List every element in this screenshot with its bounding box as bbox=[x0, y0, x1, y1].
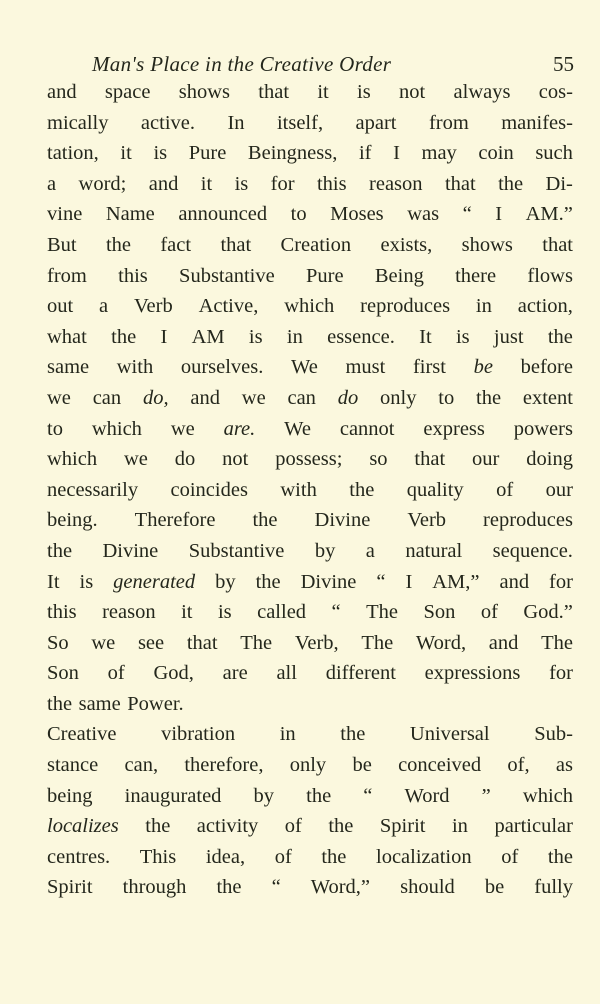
word: exists, bbox=[380, 233, 433, 256]
word: for bbox=[549, 662, 573, 685]
word: reason bbox=[102, 601, 156, 624]
word: of bbox=[496, 478, 514, 501]
word: not bbox=[222, 448, 249, 471]
word: with bbox=[116, 356, 154, 379]
word: and bbox=[488, 631, 519, 654]
word: Word, bbox=[415, 631, 467, 654]
word: so bbox=[369, 448, 388, 471]
word: cos- bbox=[538, 81, 573, 103]
word: it bbox=[200, 172, 213, 195]
word: just bbox=[493, 325, 524, 348]
word: conceived bbox=[398, 754, 482, 777]
word: can, bbox=[124, 754, 159, 777]
text-line bbox=[47, 872, 573, 903]
word: and bbox=[148, 172, 179, 195]
word: AM bbox=[191, 325, 225, 348]
word: do bbox=[174, 448, 196, 471]
text-line bbox=[47, 230, 573, 261]
word: see bbox=[137, 631, 165, 654]
word: ” bbox=[481, 784, 491, 807]
word: The bbox=[366, 601, 398, 624]
word: the bbox=[547, 325, 573, 348]
word: the bbox=[547, 845, 573, 868]
word: always bbox=[453, 81, 511, 103]
text-line bbox=[47, 322, 573, 353]
word: space bbox=[104, 81, 151, 103]
word: that bbox=[186, 631, 218, 654]
word: Pure bbox=[306, 264, 344, 287]
text-line bbox=[47, 536, 573, 567]
word: This bbox=[139, 845, 177, 868]
word: necessarily bbox=[47, 478, 139, 501]
word: flows bbox=[527, 264, 573, 287]
text-line bbox=[47, 505, 573, 536]
word: of, bbox=[507, 754, 530, 777]
word: such bbox=[535, 142, 573, 165]
paragraph bbox=[47, 77, 573, 719]
word: inaugurated bbox=[124, 784, 222, 807]
word: fully bbox=[534, 876, 573, 899]
word: same bbox=[47, 356, 90, 379]
word: We bbox=[291, 356, 318, 379]
word: is bbox=[79, 570, 94, 593]
word: “ bbox=[462, 203, 472, 226]
word: from bbox=[47, 264, 87, 287]
word: But bbox=[47, 233, 77, 256]
text-line bbox=[47, 77, 573, 108]
word: that bbox=[542, 233, 573, 256]
italic-word: do bbox=[337, 386, 359, 409]
italic-word: do, bbox=[142, 386, 169, 409]
word: different bbox=[325, 662, 396, 685]
word: itself, bbox=[276, 111, 324, 134]
word: shows bbox=[178, 81, 230, 103]
text-line bbox=[47, 383, 573, 414]
word: by bbox=[314, 539, 336, 562]
text-line bbox=[47, 444, 573, 475]
word: is bbox=[234, 172, 249, 195]
word: cannot bbox=[339, 417, 395, 440]
word: Verb, bbox=[294, 631, 339, 654]
word: out bbox=[47, 295, 74, 318]
word: it bbox=[317, 81, 329, 103]
text-line bbox=[47, 199, 573, 230]
word: a bbox=[99, 295, 109, 318]
word: extent bbox=[522, 386, 573, 409]
word: Moses bbox=[330, 203, 384, 226]
word: So bbox=[47, 631, 69, 654]
word: possess; bbox=[275, 448, 343, 471]
word: called bbox=[257, 601, 307, 624]
word: in bbox=[279, 723, 296, 746]
word: In bbox=[227, 111, 245, 134]
word: shows bbox=[461, 233, 513, 256]
word: Verb bbox=[134, 295, 173, 318]
word: the bbox=[306, 784, 332, 807]
word: I bbox=[393, 142, 400, 165]
word: essence. bbox=[327, 325, 395, 348]
word: we bbox=[123, 448, 148, 471]
text-line bbox=[47, 628, 573, 659]
text-line bbox=[47, 169, 573, 200]
word: Therefore bbox=[134, 509, 216, 532]
word: reason bbox=[369, 172, 423, 195]
word: the bbox=[47, 539, 73, 562]
word: to bbox=[290, 203, 307, 226]
word: we bbox=[170, 417, 195, 440]
word: reproduces bbox=[483, 509, 573, 532]
word: express bbox=[423, 417, 485, 440]
text-line bbox=[47, 138, 573, 169]
word: that bbox=[444, 172, 476, 195]
word: vibration bbox=[161, 723, 236, 746]
word: the bbox=[498, 172, 524, 195]
word: apart bbox=[355, 111, 397, 134]
word: be bbox=[484, 876, 505, 899]
word: reproduces bbox=[360, 295, 451, 318]
word: Verb bbox=[407, 509, 447, 532]
word: which bbox=[284, 295, 335, 318]
word: “ bbox=[331, 601, 341, 624]
word: only bbox=[289, 754, 327, 777]
text-line bbox=[47, 352, 573, 383]
word: word; bbox=[78, 172, 127, 195]
text-line bbox=[47, 842, 573, 873]
word: natural bbox=[405, 539, 463, 562]
word: God, bbox=[153, 662, 194, 685]
word: all bbox=[276, 662, 297, 685]
word: idea, bbox=[205, 845, 246, 868]
text-line bbox=[47, 781, 573, 812]
word: the bbox=[340, 723, 366, 746]
word: The bbox=[541, 631, 573, 654]
word: particular bbox=[494, 815, 573, 838]
word: is bbox=[248, 325, 263, 348]
word: is bbox=[357, 81, 371, 103]
word: therefore, bbox=[184, 754, 264, 777]
word: and bbox=[190, 386, 220, 409]
word: is bbox=[455, 325, 470, 348]
word: it bbox=[120, 142, 132, 165]
word: I bbox=[495, 203, 503, 226]
word: The bbox=[240, 631, 273, 654]
word: was bbox=[407, 203, 440, 226]
word: expressions bbox=[424, 662, 521, 685]
word: of bbox=[480, 601, 498, 624]
word: the bbox=[328, 815, 354, 838]
page-number: 55 bbox=[553, 52, 574, 76]
word: our bbox=[472, 448, 500, 471]
word: which bbox=[91, 417, 142, 440]
text-line bbox=[47, 719, 573, 750]
word: and bbox=[47, 81, 77, 103]
word: Name bbox=[105, 203, 155, 226]
word: in bbox=[475, 295, 492, 318]
word: AM,” bbox=[432, 570, 480, 593]
paragraph bbox=[47, 719, 573, 903]
word: a bbox=[365, 539, 375, 562]
word: activity bbox=[196, 815, 259, 838]
text-line bbox=[47, 108, 573, 139]
word: must bbox=[345, 356, 386, 379]
word: We bbox=[284, 417, 311, 440]
text-line bbox=[47, 261, 573, 292]
word: the bbox=[145, 815, 171, 838]
word: this bbox=[47, 601, 77, 624]
word: as bbox=[555, 754, 573, 777]
word: same bbox=[78, 692, 121, 715]
word: Beingness, bbox=[247, 142, 338, 165]
text-line bbox=[47, 597, 573, 628]
word: a bbox=[47, 172, 57, 195]
word: centres. bbox=[47, 845, 111, 868]
word: is bbox=[153, 142, 168, 165]
word: I bbox=[405, 570, 413, 593]
word: we bbox=[241, 386, 266, 409]
text-line bbox=[47, 567, 573, 598]
word: that bbox=[220, 233, 252, 256]
word: be bbox=[352, 754, 372, 777]
word: there bbox=[455, 264, 497, 287]
word: for bbox=[270, 172, 295, 195]
word: “ bbox=[363, 784, 373, 807]
word: God.” bbox=[523, 601, 573, 624]
italic-word: generated bbox=[113, 570, 196, 593]
word: ourselves. bbox=[180, 356, 264, 379]
word: Divine bbox=[314, 509, 371, 532]
word: sequence. bbox=[492, 539, 573, 562]
word: Pure bbox=[188, 142, 227, 165]
word: Sub- bbox=[534, 723, 573, 746]
word: It bbox=[419, 325, 432, 348]
word: before bbox=[520, 356, 573, 379]
word: Creation bbox=[280, 233, 352, 256]
word: with bbox=[280, 478, 317, 501]
word: of bbox=[284, 815, 302, 838]
word: Divine bbox=[300, 570, 357, 593]
word: we bbox=[47, 386, 71, 409]
word: Son bbox=[47, 662, 79, 685]
word: not bbox=[399, 81, 426, 103]
word: by bbox=[253, 784, 275, 807]
word: “ bbox=[376, 570, 386, 593]
text-line bbox=[47, 414, 573, 445]
word: is bbox=[217, 601, 232, 624]
word: Spirit bbox=[47, 876, 93, 899]
word: in bbox=[451, 815, 468, 838]
italic-word: localizes bbox=[47, 815, 119, 838]
word: from bbox=[428, 111, 469, 134]
word: the bbox=[47, 692, 73, 715]
word: only bbox=[380, 386, 417, 409]
word: The bbox=[361, 631, 394, 654]
word: can bbox=[92, 386, 122, 409]
word: Spirit bbox=[379, 815, 426, 838]
word: active. bbox=[140, 111, 195, 134]
word: Di- bbox=[545, 172, 573, 195]
word: Son bbox=[423, 601, 456, 624]
word: by bbox=[215, 570, 236, 593]
word: this bbox=[118, 264, 148, 287]
word: Being bbox=[374, 264, 424, 287]
word: Universal bbox=[409, 723, 490, 746]
word: and bbox=[499, 570, 530, 593]
word: Power. bbox=[127, 692, 184, 715]
word: AM.” bbox=[525, 203, 573, 226]
word: for bbox=[549, 570, 573, 593]
word: that bbox=[258, 81, 290, 103]
word: doing bbox=[526, 448, 573, 471]
word: which bbox=[522, 784, 573, 807]
word: Creative bbox=[47, 723, 117, 746]
word: the bbox=[349, 478, 375, 501]
word: what bbox=[47, 325, 87, 348]
word: the bbox=[255, 570, 281, 593]
text-line bbox=[47, 811, 573, 842]
word: “ bbox=[271, 876, 281, 899]
text-line bbox=[47, 291, 573, 322]
italic-word: are. bbox=[223, 417, 256, 440]
word: in bbox=[286, 325, 303, 348]
word: of bbox=[501, 845, 519, 868]
word: quality bbox=[406, 478, 464, 501]
word: vine bbox=[47, 203, 83, 226]
text-line bbox=[47, 475, 573, 506]
word: should bbox=[400, 876, 455, 899]
word: may bbox=[421, 142, 457, 165]
word: the bbox=[476, 386, 502, 409]
word: of bbox=[107, 662, 125, 685]
word: Active, bbox=[198, 295, 259, 318]
word: that bbox=[414, 448, 446, 471]
word: Word bbox=[404, 784, 450, 807]
text-line bbox=[47, 689, 573, 720]
word: powers bbox=[513, 417, 573, 440]
word: Substantive bbox=[179, 264, 275, 287]
word: if bbox=[358, 142, 372, 165]
page-body bbox=[47, 77, 573, 903]
word: the bbox=[321, 845, 347, 868]
text-line bbox=[47, 750, 573, 781]
word: to bbox=[438, 386, 455, 409]
word: localization bbox=[376, 845, 472, 868]
word: can bbox=[287, 386, 316, 409]
word: the bbox=[216, 876, 242, 899]
word: Substantive bbox=[188, 539, 285, 562]
word: I bbox=[160, 325, 168, 348]
word: being bbox=[47, 784, 93, 807]
word: it bbox=[181, 601, 193, 624]
italic-word: be bbox=[473, 356, 493, 379]
word: coincides bbox=[170, 478, 248, 501]
word: tation, bbox=[47, 142, 99, 165]
word: being. bbox=[47, 509, 98, 532]
word: announced bbox=[178, 203, 268, 226]
word: of bbox=[274, 845, 292, 868]
word: mically bbox=[47, 111, 109, 134]
word: fact bbox=[160, 233, 192, 256]
word: first bbox=[412, 356, 446, 379]
word: manifes- bbox=[501, 111, 573, 134]
word: this bbox=[316, 172, 347, 195]
word: our bbox=[545, 478, 573, 501]
word: are bbox=[222, 662, 248, 685]
word: through bbox=[122, 876, 187, 899]
word: action, bbox=[517, 295, 573, 318]
word: the bbox=[105, 233, 132, 256]
word: It bbox=[47, 570, 60, 593]
word: stance bbox=[47, 754, 99, 777]
word: to bbox=[47, 417, 63, 440]
word: coin bbox=[478, 142, 514, 165]
word: the bbox=[111, 325, 137, 348]
word: Word,” bbox=[310, 876, 371, 899]
word: the bbox=[252, 509, 278, 532]
running-title: Man's Place in the Creative Order bbox=[92, 52, 392, 76]
word: which bbox=[47, 448, 98, 471]
word: Divine bbox=[102, 539, 159, 562]
text-line bbox=[47, 658, 573, 689]
word: we bbox=[91, 631, 116, 654]
